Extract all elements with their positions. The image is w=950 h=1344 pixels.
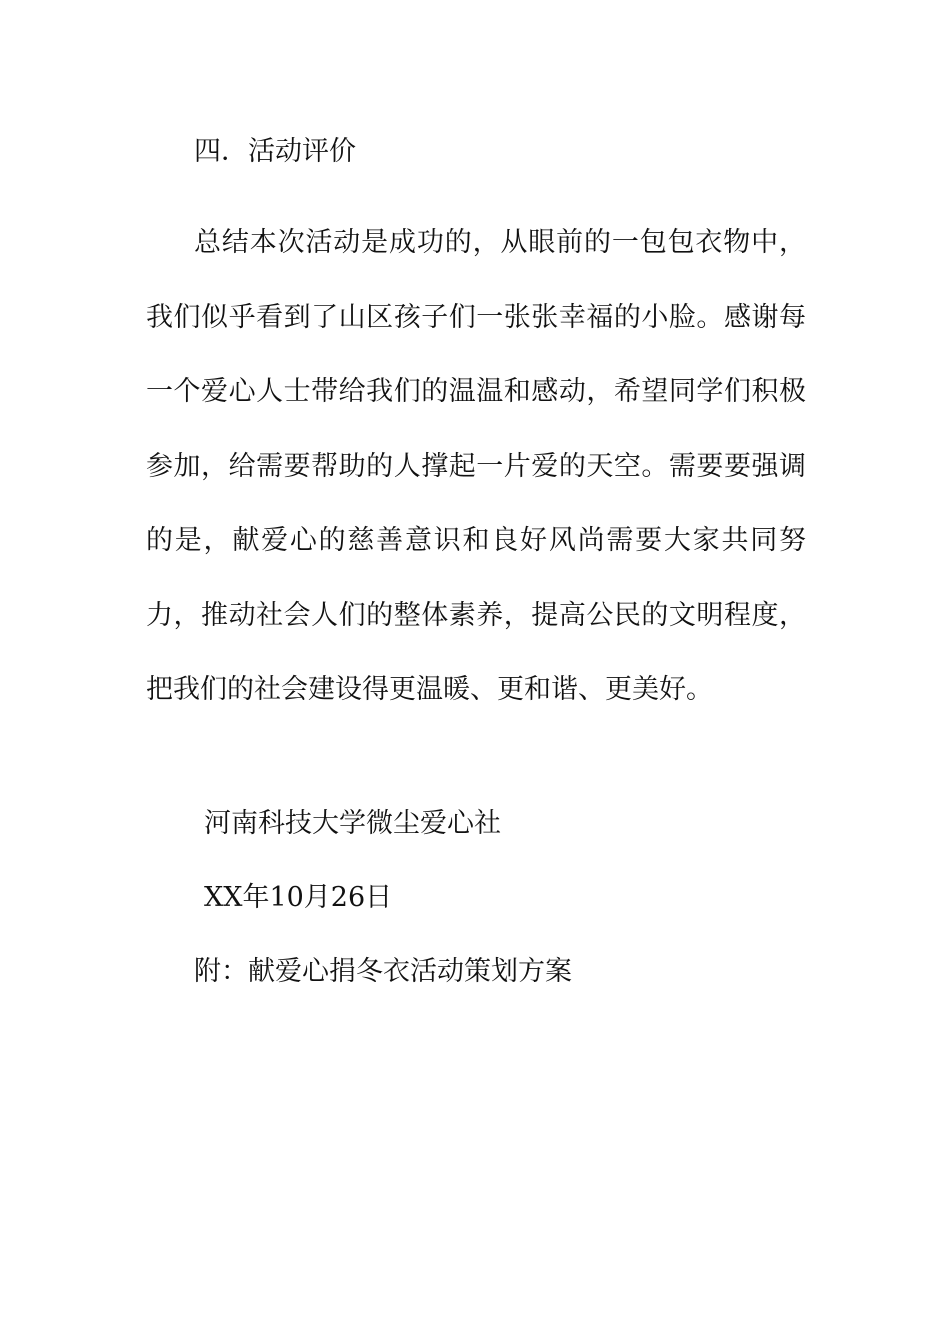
attachment-note: 附：献爱心捐冬衣活动策划方案 bbox=[194, 956, 572, 987]
signature-date: XX年10月26日 bbox=[204, 882, 393, 913]
evaluation-paragraph: 总结本次活动是成功的，从眼前的一包包衣物中，我们似乎看到了山区孩子们一张张幸福的小脸。感谢每一个爱心人士带给我们的温温和感动，希望同学们积极参加，给需要帮助的人撑起一片爱的天空。需要要强调的是，献爱心的慈善意识和良好风尚需要大家共同努力，推动社会人们的整体素养，提高公民的文明程度，把我们的社会建设得更温暖、更和谐、更美好。 bbox=[146, 227, 806, 705]
signature-organization: 河南科技大学微尘爱心社 bbox=[204, 808, 501, 839]
section-heading: 四．活动评价 bbox=[194, 136, 356, 167]
